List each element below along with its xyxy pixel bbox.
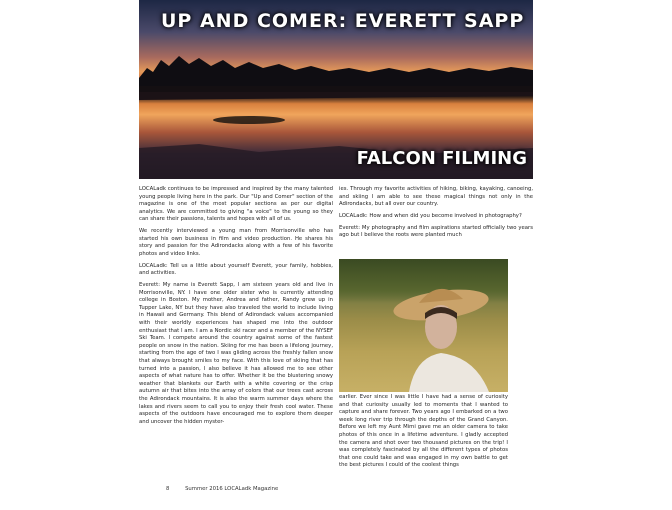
- paragraph: earlier. Ever since I was little I have had a sense of curiosity and that curiosity usually led to moments that I wanted to capture and share forever. Two years ago I embarked on a two week long river trip through the depths of the Grand Canyon. Before we left my Aunt Mimi gave me an older camera to take photos of this once in a lifetime adventure. I gladly accepted the camera and shot over two thousand pictures on the trip! I was completely fascinated by all the different types of photos that one could take and was engaged in my own battle to get the best pictures I could of the coolest things: [339, 394, 508, 469]
- paragraph: LOCALadk: Tell us a little about yourself Everett, your family, hobbies, and activities.: [139, 262, 333, 277]
- article-title: UP AND COMER: EVERETT SAPP: [161, 10, 525, 32]
- paragraph: ies. Through my favorite activities of hiking, biking, kayaking, canoeing, and skiing I am able to see these magical things not only in the Adirondacks, but all over our country.: [339, 186, 533, 208]
- publication-name: Summer 2016 LOCALadk Magazine: [185, 486, 279, 492]
- paragraph: We recently interviewed a young man from Morrisonville who has started his own business in film and video production. He shares his story and passion for the Adirondacks along with a few of his favorite photos and video links.: [139, 228, 333, 257]
- hero-photo-lake-sunset: [139, 0, 533, 179]
- paragraph: LOCALadk: How and when did you become involved in photography?: [339, 212, 522, 219]
- treeline-silhouette: [139, 38, 533, 86]
- boy-in-straw-hat-illustration: [339, 259, 508, 392]
- page-number: 8: [166, 486, 170, 492]
- article-subtitle: FALCON FILMING: [356, 148, 527, 169]
- left-text-column: [139, 186, 333, 431]
- right-text-column: [339, 186, 533, 469]
- paragraph: Everett: My photography and film aspirations started officially two years ago but I believe the roots were planted much: [339, 224, 533, 239]
- paragraph: LOCALadk continues to be impressed and inspired by the many talented young people living here in the park. Our "Up and Comer" section of the magazine is one of the most popular sections as per our digital analytics. We are committed to giving "a voice" to the young so they can share their passions, talents and hopes with all of us.: [139, 186, 333, 223]
- paragraph: Everett: My name is Everett Sapp, I am sixteen years old and live in Morrisonville, NY. I have one older sister who is currently attending college in Boston. My mother, Andrea and father, Randy grew up in Tupper Lake, NY but they have also traveled the world to include living in Hawaii and Germany. This blend of Adirondack values accompanied with their worldly experiences has shaped me into the outdoor enthusiast that I am. I am a Nordic ski racer and a member of the NYSEF Ski Team. I compete around the country against some of the fastest people on snow in the nation. Skiing for me has been a lifelong journey, starting from the age of two I was gliding across the freshly fallen snow that always brought smiles to my face. With this love of skiing that has turned into a passion, I also believe it has allowed me to see other aspects of what nature has to offer. Whether it be the blustering snowy weather that blankets our Earth with a white covering or the crisp autumn air that bites into the array of colors that our trees cast across the Adirondack mountains. It is also the warm summer days where the lakes and rivers seem to call you to enjoy their fresh cool water. These aspects of the outdoors have encouraged me to explore them deeper and uncover the hidden myster-: [139, 282, 333, 425]
- portrait-photo-everett: [339, 259, 508, 392]
- page-footer: [166, 486, 278, 492]
